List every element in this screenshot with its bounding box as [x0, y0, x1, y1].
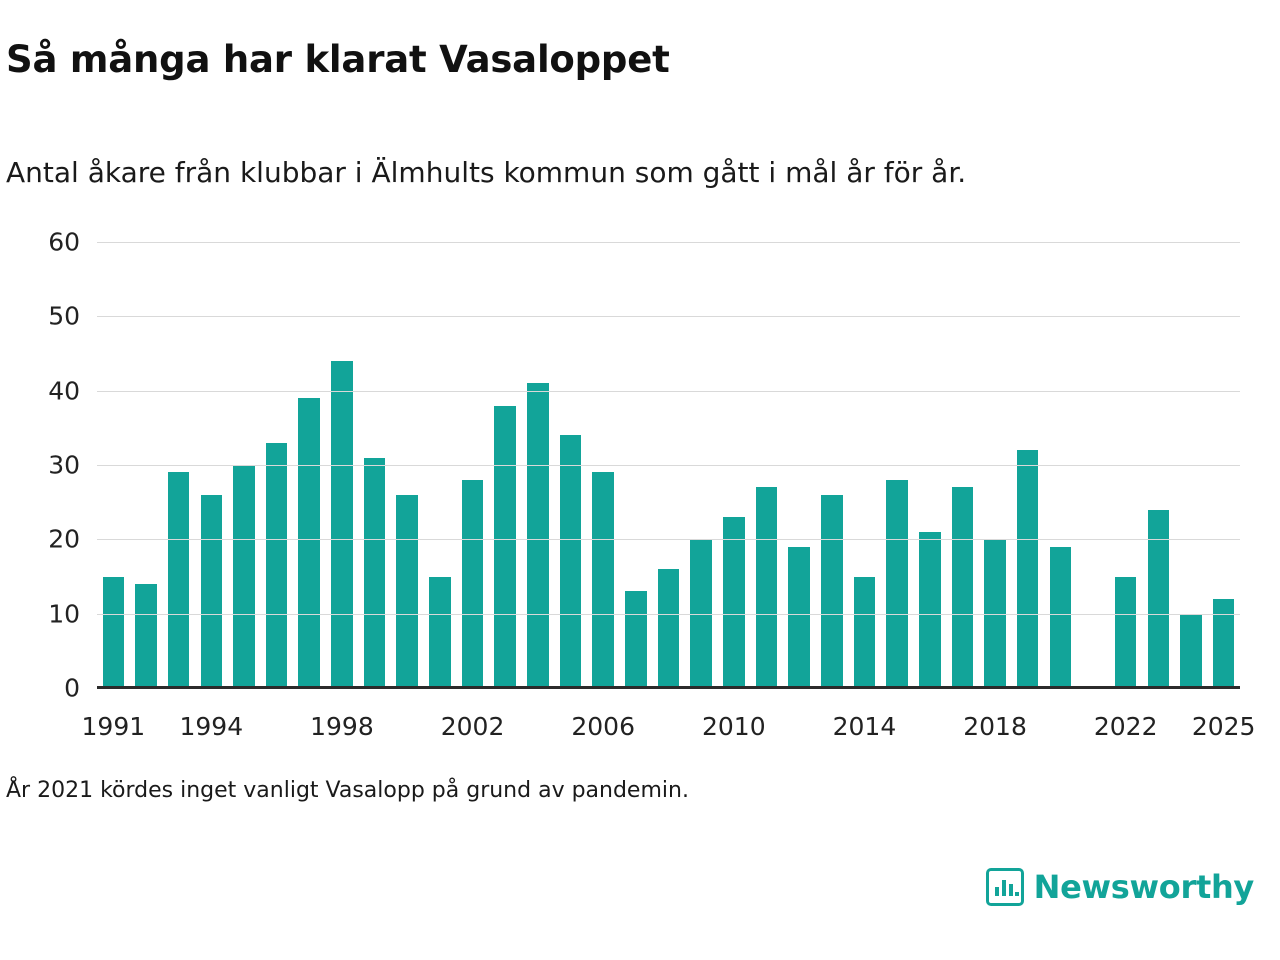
bar [494, 406, 516, 688]
chart-canvas [0, 222, 1280, 741]
y-axis-label: 60 [48, 227, 80, 257]
x-axis-label: 2002 [440, 712, 505, 741]
x-axis-label: 1994 [179, 712, 244, 741]
gridline [97, 614, 1240, 615]
chart-subtitle: Antal åkare från klubbar i Älmhults kommun som gått i mål år för år. [6, 156, 967, 189]
bar [560, 435, 582, 688]
bar [1115, 577, 1137, 689]
bar [821, 495, 843, 688]
y-axis-label: 20 [48, 524, 80, 554]
bar [1148, 510, 1170, 688]
bar [1180, 614, 1202, 688]
bar [723, 517, 745, 688]
x-axis-label: 2025 [1191, 712, 1256, 741]
bar [168, 472, 190, 688]
bar [429, 577, 451, 689]
gridline [97, 391, 1240, 392]
y-axis-label: 30 [48, 450, 80, 480]
bar [1017, 450, 1039, 688]
x-axis-line [97, 686, 1240, 689]
y-axis-label: 40 [48, 376, 80, 406]
bar [364, 458, 386, 688]
newsworthy-logo [986, 868, 1254, 906]
bar [756, 487, 778, 688]
page-title: Så många har klarat Vasaloppet [6, 38, 670, 81]
bar [788, 547, 810, 688]
bar [886, 480, 908, 688]
bar [266, 443, 288, 688]
bar [658, 569, 680, 688]
bar [625, 591, 647, 688]
x-axis-label: 2022 [1093, 712, 1158, 741]
bar [952, 487, 974, 688]
bar [201, 495, 223, 688]
gridline [97, 316, 1240, 317]
bar-chart-logo-icon [986, 868, 1024, 906]
bar [233, 465, 255, 688]
y-axis-label: 10 [48, 599, 80, 629]
bar [298, 398, 320, 688]
gridline [97, 242, 1240, 243]
brand-name: Newsworthy [1033, 868, 1254, 906]
bar [396, 495, 418, 688]
bar [135, 584, 157, 688]
bar [331, 361, 353, 688]
x-axis-label: 1998 [310, 712, 374, 741]
bar [919, 532, 941, 688]
bar [527, 383, 549, 688]
bar [462, 480, 484, 688]
x-axis-label: 2010 [702, 712, 766, 741]
x-axis-label: 2006 [571, 712, 635, 741]
x-axis-label: 1991 [81, 712, 146, 741]
bar [103, 577, 125, 689]
y-axis-label: 50 [48, 301, 80, 331]
bar [1050, 547, 1072, 688]
y-axis-label: 0 [64, 673, 80, 703]
gridline [97, 539, 1240, 540]
chart-footnote: År 2021 kördes inget vanligt Vasalopp på grund av pandemin. [6, 778, 689, 803]
bar [854, 577, 876, 689]
x-axis-label: 2014 [832, 712, 897, 741]
bar [1213, 599, 1235, 688]
plot-area [97, 242, 1240, 688]
gridline [97, 465, 1240, 466]
bar [592, 472, 614, 688]
x-axis-ticks [81, 712, 1256, 752]
x-axis-label: 2018 [963, 712, 1027, 741]
